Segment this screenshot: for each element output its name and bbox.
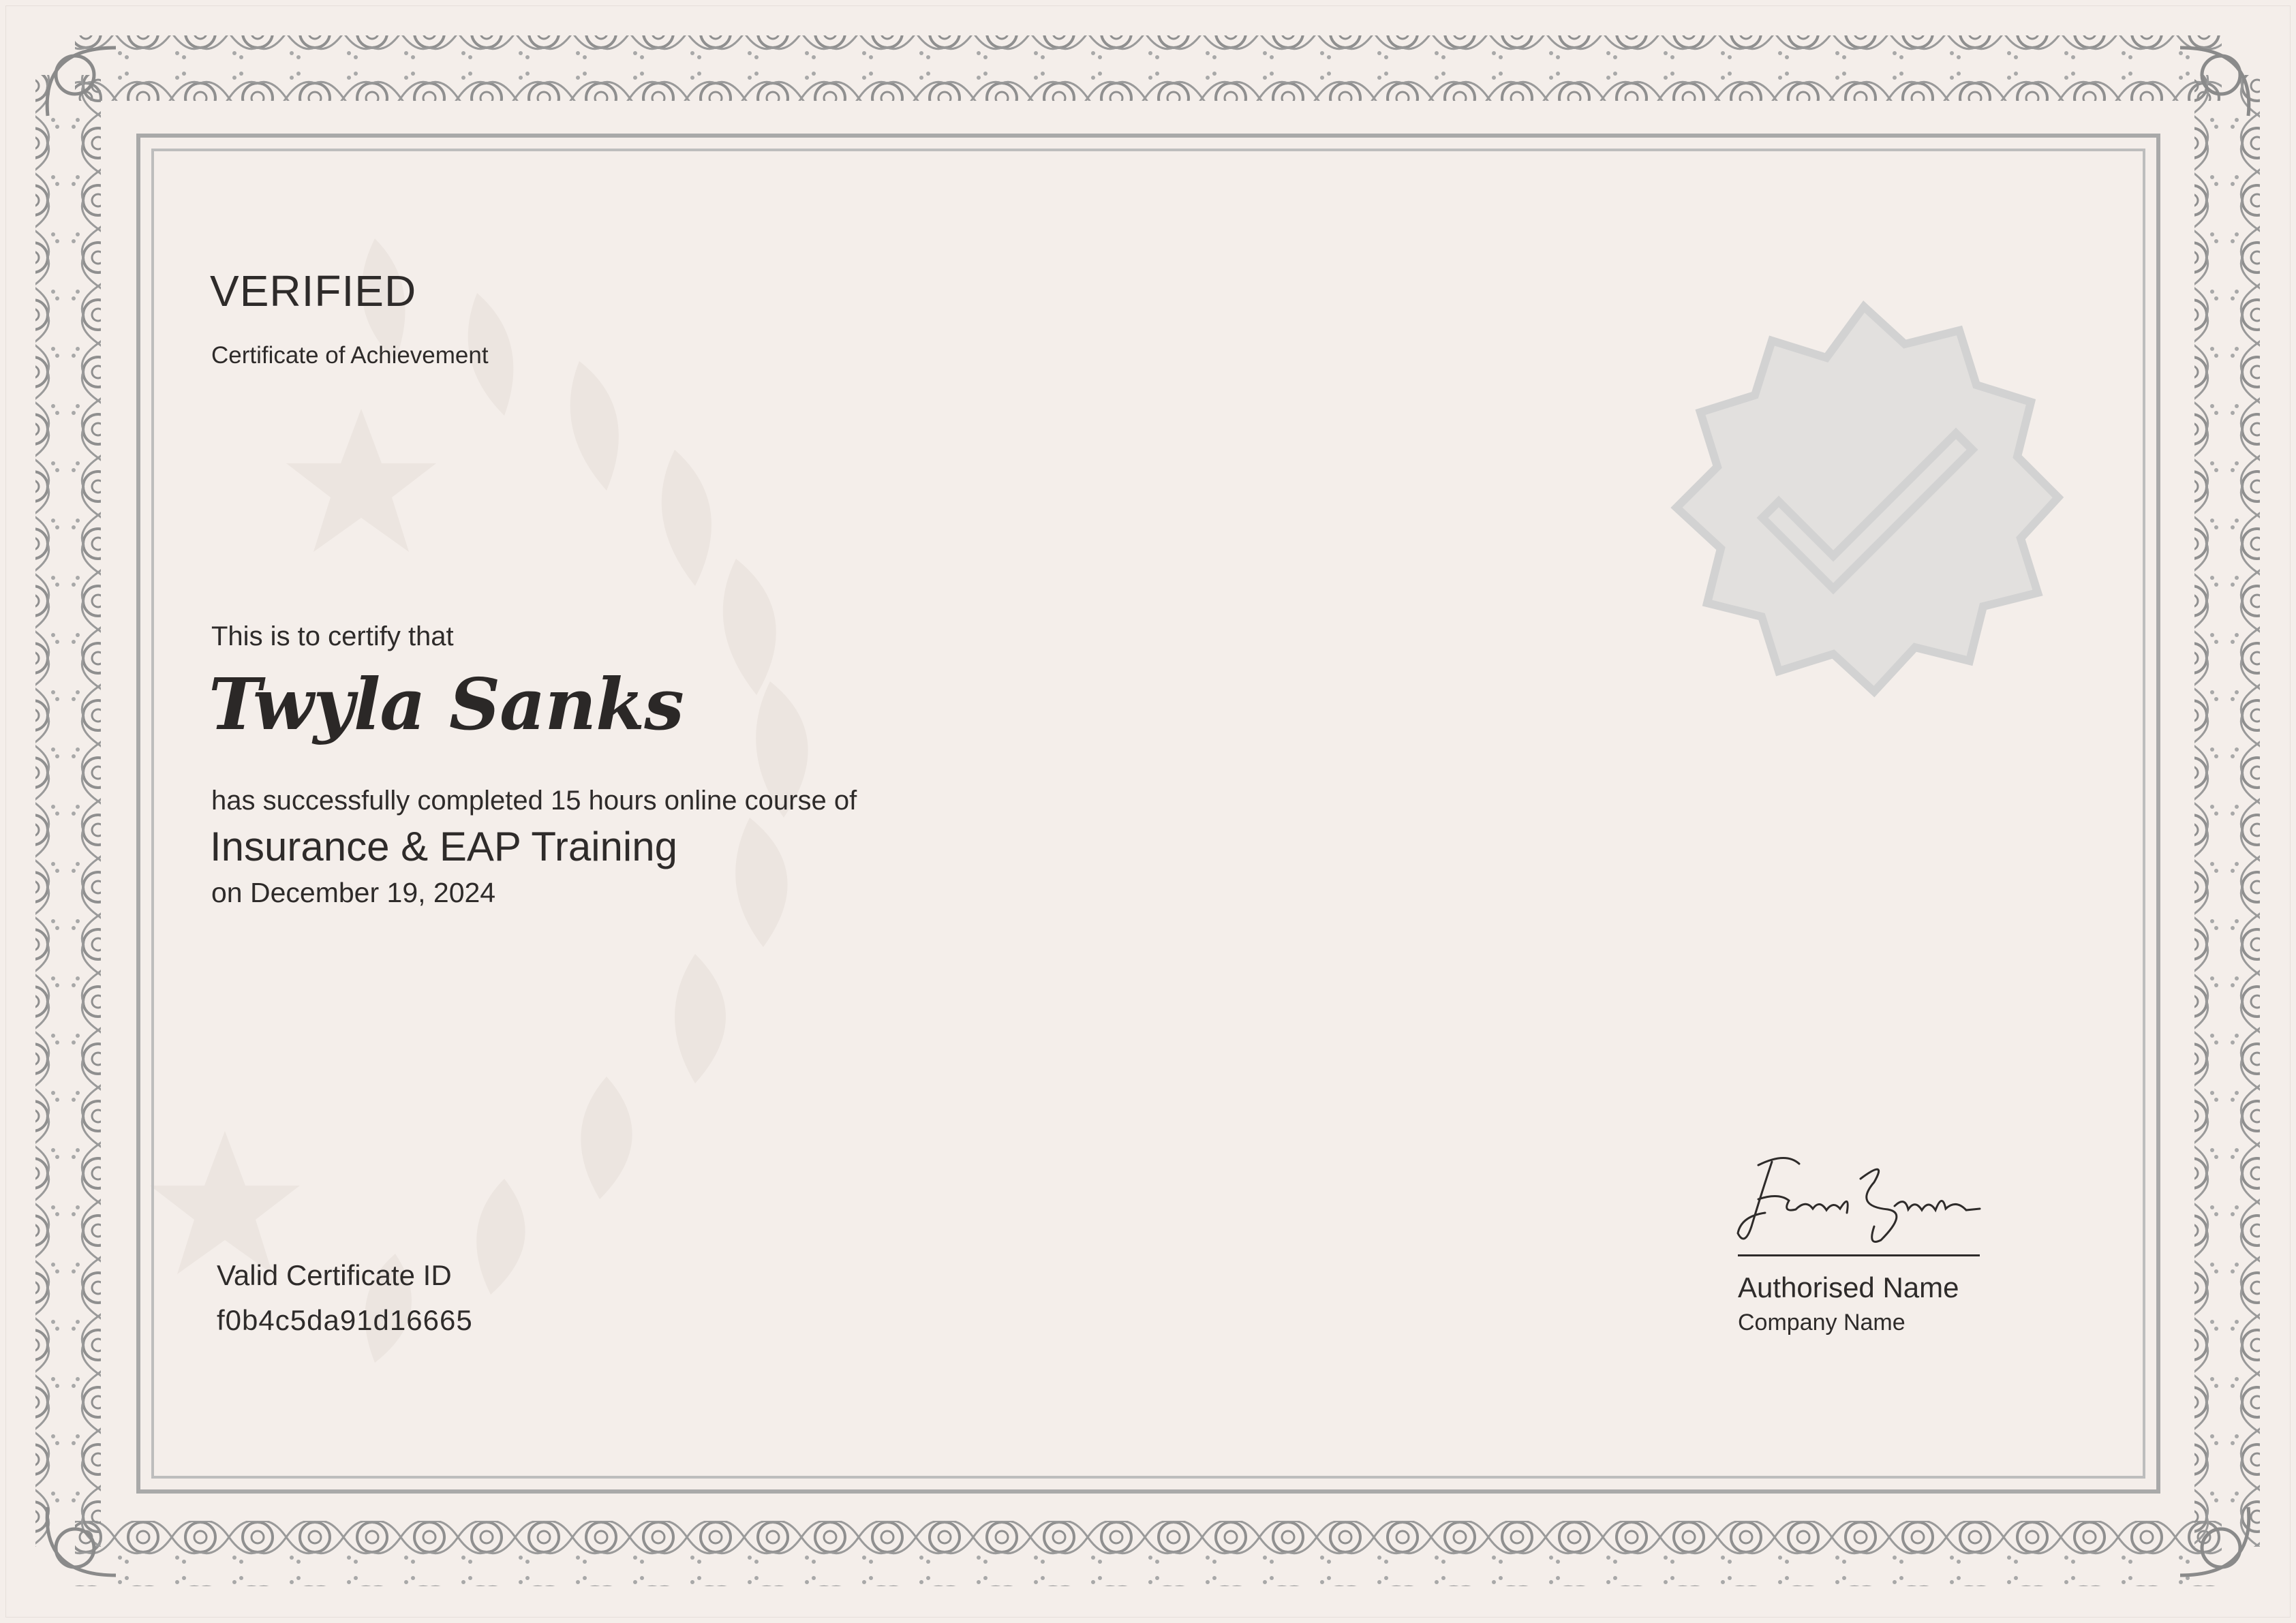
verified-heading: VERIFIED (210, 266, 417, 315)
authorised-name: Authorised Name (1738, 1271, 1959, 1303)
signature-image (1731, 1151, 1983, 1254)
completion-date: on December 19, 2024 (211, 877, 496, 908)
certificate-id-label: Valid Certificate ID (217, 1259, 452, 1291)
recipient-name: Twyla Sanks (209, 662, 684, 746)
certificate-id-value: f0b4c5da91d16665 (217, 1304, 473, 1336)
completion-text: has successfully completed 15 hours online course of (211, 786, 857, 816)
certificate-type: Certificate of Achievement (211, 342, 489, 369)
signature-line (1738, 1254, 1980, 1256)
verified-badge-icon (1649, 293, 2079, 722)
course-title: Insurance & EAP Training (210, 824, 677, 869)
company-name: Company Name (1738, 1310, 1905, 1335)
certify-intro: This is to certify that (211, 621, 454, 651)
